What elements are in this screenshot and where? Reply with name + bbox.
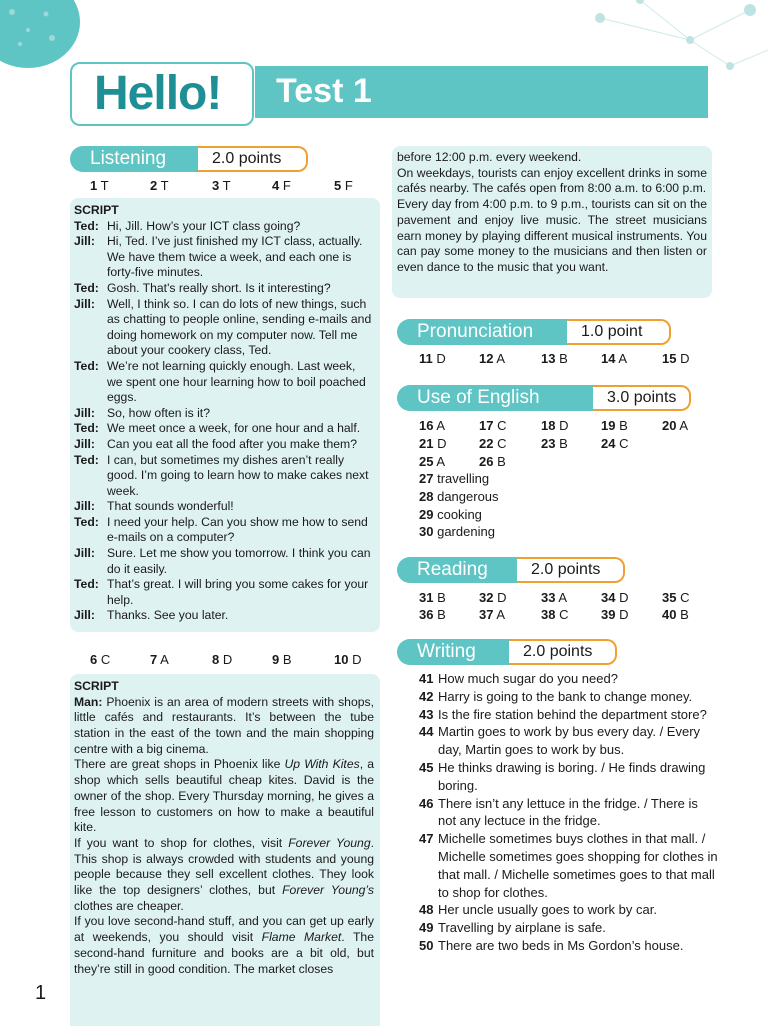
- writing-answer: [419, 706, 719, 724]
- utterance: Can you eat all the food after you make them?: [107, 436, 357, 451]
- speaker: Jill:: [74, 608, 95, 623]
- answer-item: 8 D: [212, 652, 233, 667]
- speaker: Ted:: [74, 421, 99, 436]
- dialogue-line: [74, 499, 374, 515]
- utterance: Thanks. See you later.: [107, 608, 229, 623]
- utterance: Hi, Jill. How’s your ICT class going?: [107, 218, 301, 233]
- section-points: 2.0 points: [198, 146, 308, 172]
- utterance: I can, but sometimes my dishes aren’t really good. I’m going to learn how to make cakes next week.: [107, 452, 369, 498]
- script-paragraph: Every day from 4:00 p.m. to 9 p.m., tourists can sit on the pavement and enjoy live music. The street musicians earn money by playing different musical instruments. You can pay some money to the musicians and then listen or even dance to the music that you want.: [397, 197, 707, 274]
- answer-item: 7 A: [150, 652, 169, 667]
- answer-item: 17 C: [479, 418, 507, 433]
- utterance: Well, I think so. I can do lots of new things, such as chatting to people online, sending e-mails and doing homework on my computer now. Tell me about your cookery class, Ted.: [107, 296, 372, 358]
- item-number: 49: [419, 920, 434, 936]
- section-points: 2.0 points: [509, 639, 617, 665]
- answer-item: 23 B: [541, 436, 568, 451]
- speaker: Ted:: [74, 280, 99, 295]
- script-paragraph: Man: Phoenix is an area of modern streets with shops, little cafés and restaurants. It’s between the tube station in the east of the town and the main shopping centre with a big cinema.: [74, 694, 374, 756]
- answer-item: 3 T: [212, 178, 231, 193]
- item-text: He thinks drawing is boring. / He finds drawing boring.: [438, 759, 706, 793]
- answer-item: 37 A: [479, 607, 506, 622]
- answer-item: 28 dangerous: [419, 488, 499, 504]
- section-label: Use of English: [397, 385, 593, 411]
- writing-answer: [419, 723, 719, 759]
- answer-item: 10 D: [334, 652, 362, 667]
- answer-item: 31 B: [419, 590, 446, 605]
- utterance: Sure. Let me show you tomorrow. I think you can do it easily.: [107, 546, 371, 576]
- script-b: [74, 679, 374, 977]
- item-text: Harry is going to the bank to change money.: [438, 688, 693, 704]
- answer-item: 11 D: [419, 351, 446, 366]
- script-heading: SCRIPT: [74, 203, 119, 217]
- reading-header: [397, 557, 647, 583]
- speaker: Ted:: [74, 218, 99, 233]
- item-text: There are two beds in Ms Gordon’s house.: [438, 937, 684, 953]
- answer-item: 34 D: [601, 590, 629, 605]
- item-text: Martin goes to work by bus every day. / Every day, Martin goes to work by bus.: [438, 724, 701, 758]
- utterance: Hi, Ted. I’ve just finished my ICT class, actually. We have them twice a week, and each one is forty-five minutes.: [107, 234, 363, 280]
- speaker: Ted:: [74, 514, 99, 529]
- writing-answer: [419, 795, 719, 831]
- speaker: Jill:: [74, 296, 95, 311]
- script-paragraph: There are great shops in Phoenix like Up With Kites, a shop which sells beautiful cheap kites. David is the owner of the shop. Every Thursday morning, he gives a free lesson to customers on how to make a beautiful kite.: [74, 757, 374, 835]
- speaker: Ted:: [74, 358, 99, 373]
- answer-item: 20 A: [662, 418, 689, 433]
- item-number: 46: [419, 795, 434, 811]
- item-number: 48: [419, 902, 434, 918]
- utterance: That’s great. I will bring you some cakes for your help.: [107, 577, 369, 607]
- dialogue-line: [74, 546, 374, 577]
- item-text: There isn’t any lettuce in the fridge. / There is not any lectuce in the fridge.: [438, 795, 698, 829]
- writing-answer: [419, 688, 719, 706]
- item-number: 50: [419, 937, 434, 953]
- dialogue-line: [74, 453, 374, 500]
- script-heading: SCRIPT: [74, 679, 119, 693]
- dialogue-line: [74, 515, 374, 546]
- dialogue: [74, 219, 374, 624]
- section-label: Pronunciation: [397, 319, 567, 345]
- speaker: Ted:: [74, 452, 99, 467]
- item-text: Her uncle usually goes to work by car.: [438, 902, 657, 918]
- test-title: Test 1: [276, 72, 372, 110]
- utterance: We meet once a week, for one hour and a half.: [107, 421, 361, 436]
- dialogue-line: [74, 234, 374, 281]
- writing-answer: [419, 830, 719, 901]
- utterance: Gosh. That's really short. Is it interesting?: [107, 280, 331, 295]
- answer-item: 5 F: [334, 178, 353, 193]
- answer-item: 32 D: [479, 590, 507, 605]
- script-a: [74, 203, 374, 624]
- page-number: 1: [35, 982, 47, 1004]
- dialogue-line: [74, 281, 374, 297]
- answer-item: 38 C: [541, 607, 569, 622]
- use-of-english-header: [397, 385, 697, 411]
- word-answers: [419, 470, 709, 541]
- answer-item: 33 A: [541, 590, 568, 605]
- brand-title: Hello!: [94, 67, 222, 120]
- dialogue-line: [74, 406, 374, 422]
- dialogue-line: [74, 608, 374, 624]
- section-label: Writing: [397, 639, 509, 665]
- utterance: We’re not learning quickly enough. Last week, we spent one hour learning how to boil poached eggs.: [107, 358, 366, 405]
- section-label: Reading: [397, 557, 517, 583]
- answer-item: 16 A: [419, 418, 446, 433]
- section-points: 3.0 points: [593, 385, 691, 411]
- answer-item: 40 B: [662, 607, 689, 622]
- dialogue-line: [74, 437, 374, 453]
- writing-answer: [419, 670, 719, 688]
- answer-item: 29 cooking: [419, 506, 482, 522]
- script-paragraph: before 12:00 p.m. every weekend.: [397, 150, 582, 164]
- speaker: Jill:: [74, 405, 95, 420]
- item-number: 42: [419, 688, 434, 704]
- answer-item: 12 A: [479, 351, 506, 366]
- writing-header: [397, 639, 647, 665]
- item-number: 43: [419, 706, 434, 722]
- section-points: 2.0 points: [517, 557, 625, 583]
- answer-item: 4 F: [272, 178, 291, 193]
- speaker: Jill:: [74, 546, 95, 561]
- section-points: 1.0 point: [567, 319, 671, 345]
- answer-item: 26 B: [479, 454, 506, 469]
- answer-item: 14 A: [601, 351, 628, 366]
- answer-item: 22 C: [479, 436, 507, 451]
- utterance: I need your help. Can you show me how to send e-mails on a computer?: [107, 514, 368, 545]
- answer-item: 30 gardening: [419, 524, 495, 540]
- writing-answer: [419, 937, 719, 955]
- pronunciation-header: [397, 319, 677, 345]
- dialogue-line: [74, 359, 374, 406]
- speaker: Ted:: [74, 577, 99, 592]
- item-number: 41: [419, 671, 434, 686]
- writing-answer: [419, 901, 719, 919]
- utterance: So, how often is it?: [107, 405, 210, 420]
- writing-answer: [419, 759, 719, 795]
- answer-item: 6 C: [90, 652, 111, 667]
- script-paragraph: If you love second-hand stuff, and you can get up early at weekends, you should visit Flame Market. The second-hand furniture and books are a bit old, but they’re still in good condition. The market closes: [74, 914, 374, 976]
- dialogue-line: [74, 577, 374, 608]
- item-text: How much sugar do you need?: [438, 671, 618, 686]
- answer-item: 18 D: [541, 418, 569, 433]
- script-paragraph: On weekdays, tourists can enjoy excellent drinks in some cafés nearby. The cafés open from 8:00 a.m. to 6:00 p.m.: [397, 165, 707, 196]
- speaker: Jill:: [74, 436, 95, 451]
- item-text: Travelling by airplane is safe.: [438, 920, 606, 936]
- item-number: 44: [419, 724, 434, 740]
- answer-item: 39 D: [601, 607, 629, 622]
- script-continued: [397, 150, 707, 276]
- answer-item: 2 T: [150, 178, 169, 193]
- answer-item: 15 D: [662, 351, 690, 366]
- item-text: Is the fire station behind the department store?: [438, 706, 707, 722]
- dialogue-line: [74, 297, 374, 359]
- section-label: Listening: [70, 146, 198, 172]
- dialogue-line: [74, 219, 374, 235]
- answer-item: 36 B: [419, 607, 446, 622]
- answer-item: 21 D: [419, 436, 447, 451]
- item-number: 45: [419, 759, 434, 775]
- answer-item: 19 B: [601, 418, 628, 433]
- answer-item: 13 B: [541, 351, 568, 366]
- item-number: 47: [419, 831, 434, 847]
- listening-header: [70, 146, 310, 172]
- speaker: Jill:: [74, 234, 95, 249]
- answer-item: 1 T: [90, 178, 109, 193]
- writing-answer: [419, 919, 719, 937]
- speaker: Jill:: [74, 499, 95, 514]
- answer-item: 27 travelling: [419, 471, 490, 486]
- answer-item: 24 C: [601, 436, 629, 451]
- utterance: That sounds wonderful!: [107, 499, 234, 514]
- dialogue-line: [74, 421, 374, 437]
- script-paragraph: If you want to shop for clothes, visit Forever Young. This shop is always crowded with students and young people because they sell excellent clothes. They look like the top designers’ clothes, but Forever Young’s clothes are cheaper.: [74, 835, 374, 913]
- answer-item: 35 C: [662, 590, 690, 605]
- answer-item: 9 B: [272, 652, 292, 667]
- writing-answers: [419, 670, 719, 955]
- answer-item: 25 A: [419, 454, 446, 469]
- item-text: Michelle sometimes buys clothes in that mall. / Michelle sometimes goes shopping for clothes in that mall. / Michelle sometimes goes to that mall to shop for clothes.: [438, 831, 718, 900]
